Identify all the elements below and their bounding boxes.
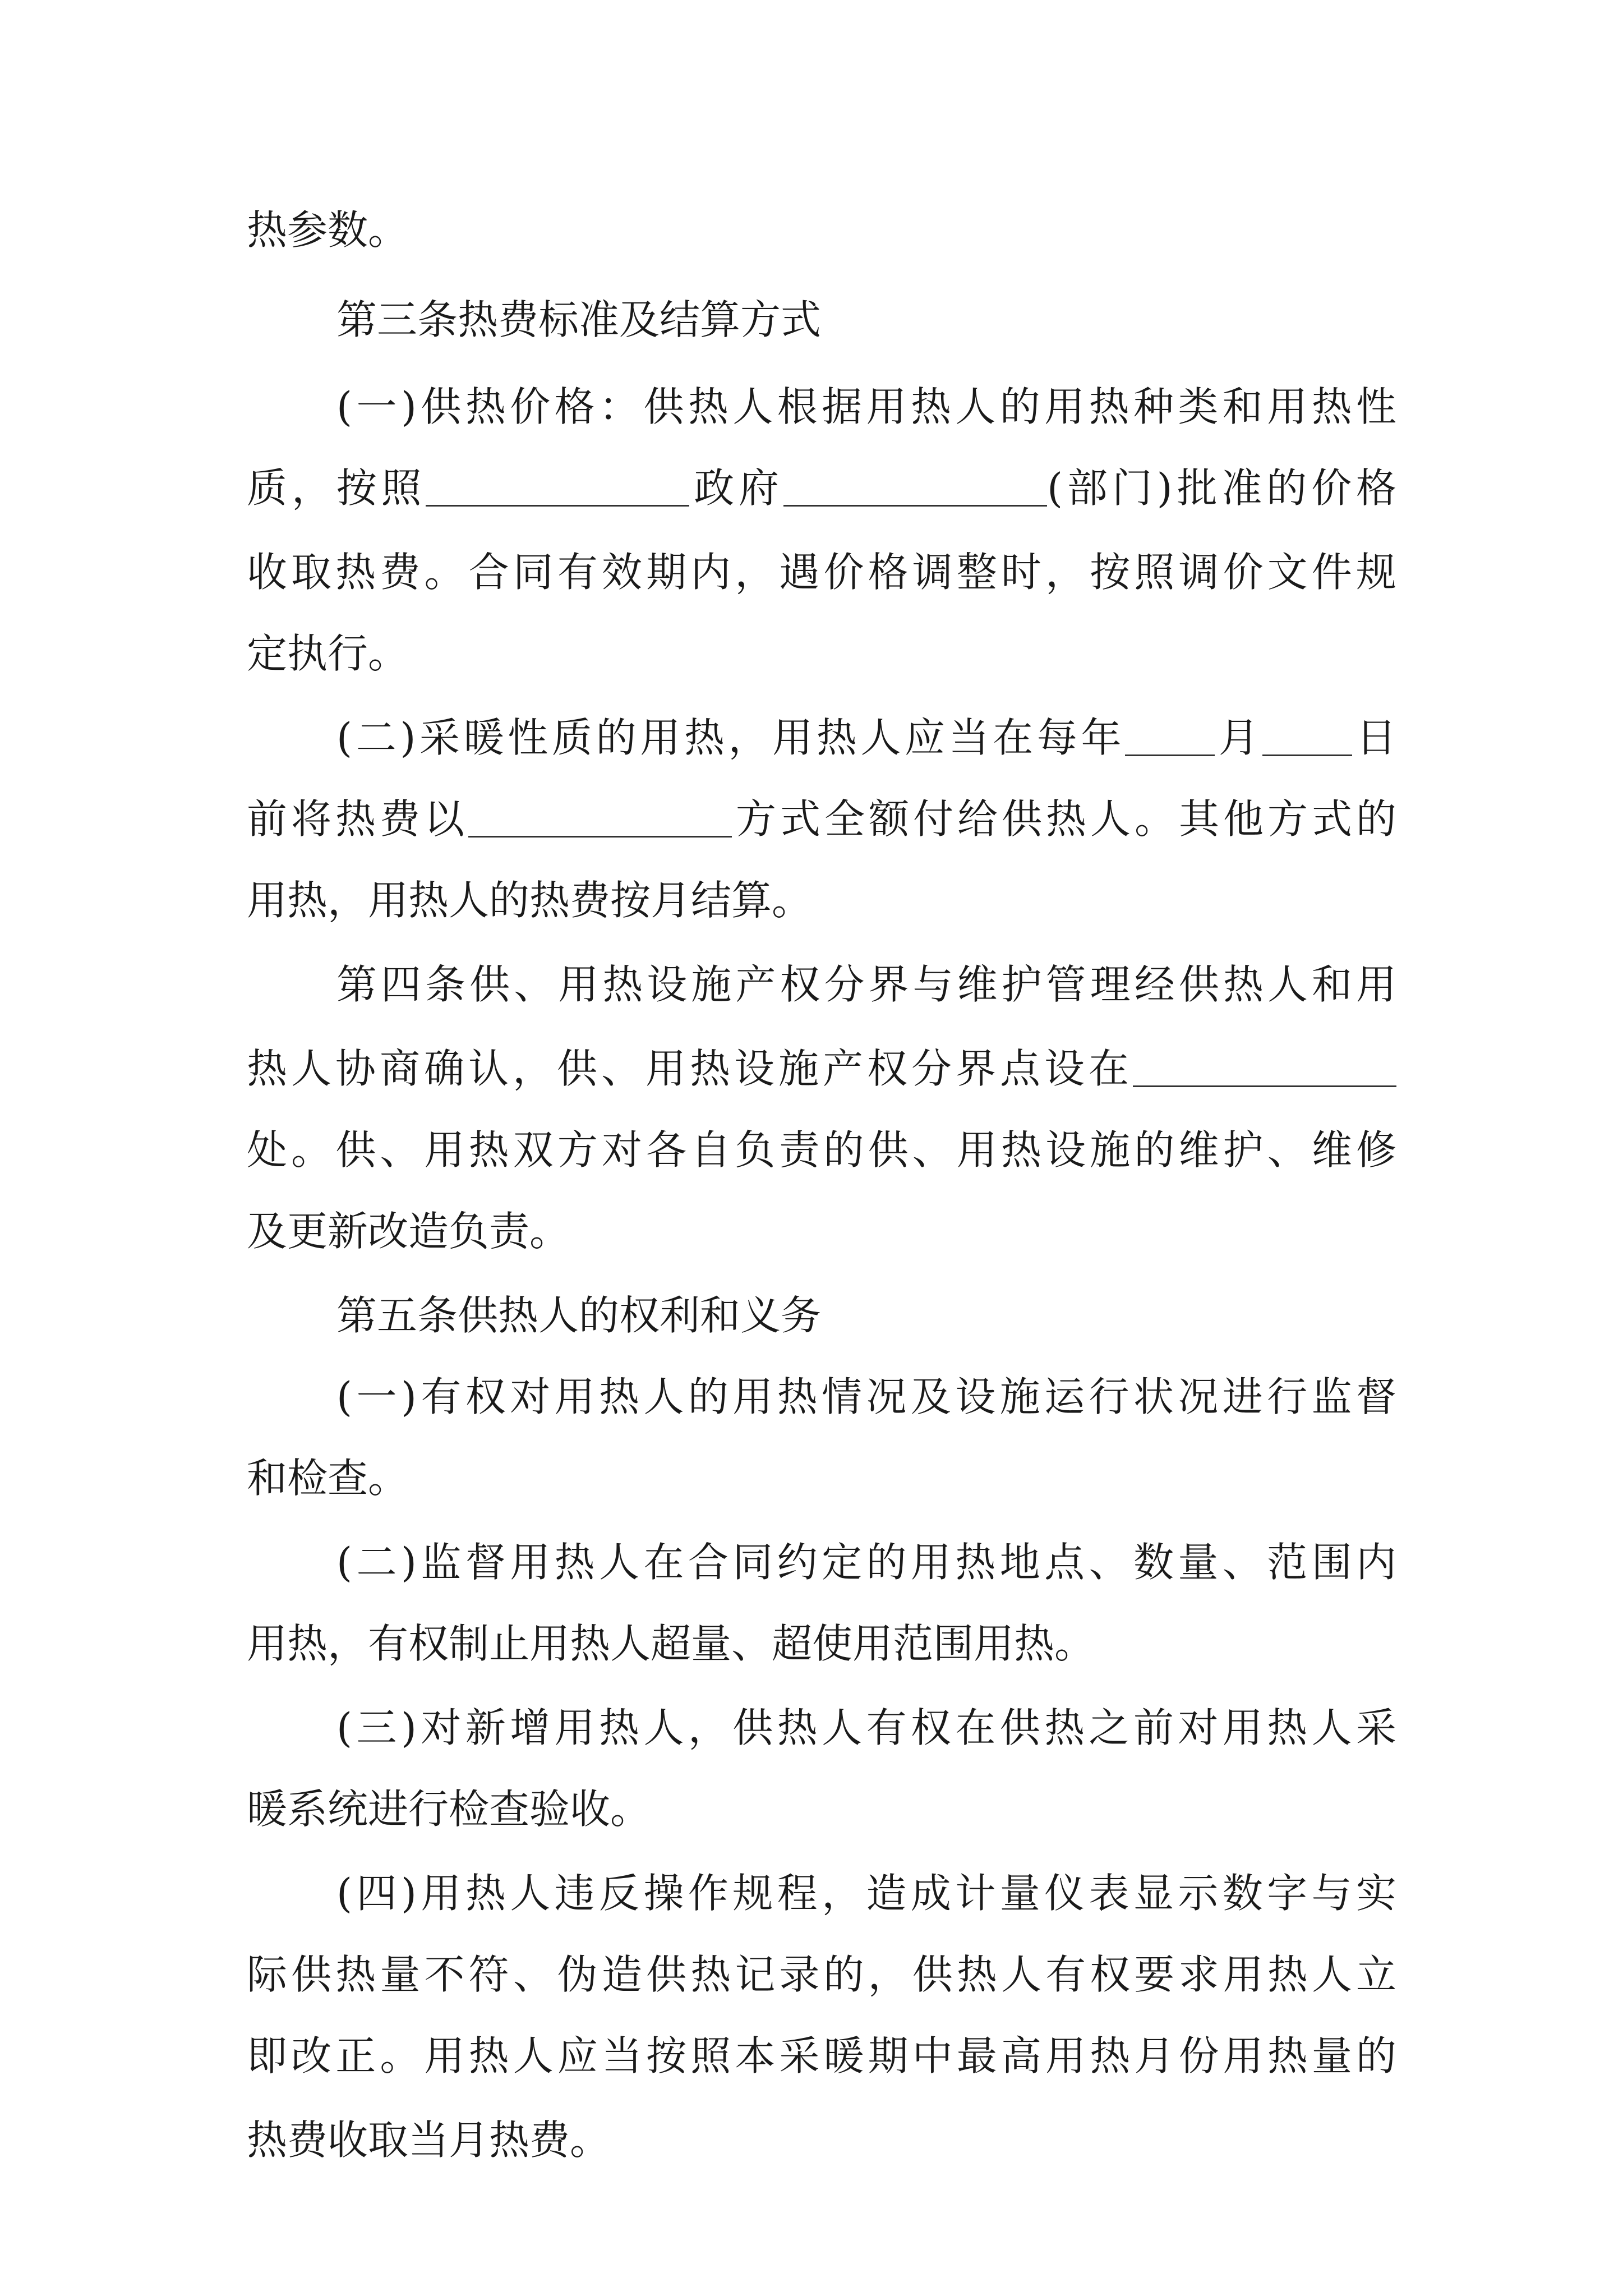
text-line	[247, 1032, 1396, 1105]
text-line	[336, 1691, 1396, 1764]
line-text: 即改正。用热人应当按照本采暖期中最高用热月份用热量的	[247, 2032, 1396, 2079]
text-line	[247, 1114, 1396, 1186]
text-line	[247, 2019, 1396, 2092]
fill-blank-department	[783, 466, 1047, 507]
text-line	[247, 2104, 1396, 2177]
text-line	[247, 1195, 1396, 1268]
text-line	[247, 617, 1396, 690]
text-line	[247, 1938, 1396, 2011]
line-text: 热费收取当月热费。	[247, 2116, 611, 2164]
line-text: 第四条供、用热设施产权分界与维护管理经供热人和用	[336, 961, 1396, 1008]
text-line	[336, 1857, 1396, 1930]
line-text: (二)监督用热人在合同约定的用热地点、数量、范围内	[336, 1539, 1396, 1586]
fill-blank-month	[1125, 715, 1215, 756]
line-text: (一)有权对用热人的用热情况及设施运行状况进行监督	[336, 1373, 1396, 1420]
line-text: 用热，有权制止用热人超量、超使用范围用热。	[247, 1620, 1095, 1667]
text-line	[247, 864, 1396, 937]
line-text: 日	[1352, 714, 1396, 761]
text-line	[247, 783, 1396, 855]
line-text: 及更新改造负责。	[247, 1208, 570, 1255]
line-text: 政府	[689, 464, 783, 512]
line-text: 第五条供热人的权利和义务	[336, 1292, 822, 1339]
text-line	[247, 1607, 1396, 1680]
line-text: (三)对新增用热人，供热人有权在供热之前对用热人采	[336, 1704, 1396, 1751]
text-line	[336, 701, 1396, 774]
line-text: 处。供、用热双方对各自负责的供、用热设施的维护、维修	[247, 1126, 1396, 1174]
text-line	[247, 452, 1396, 524]
line-text: 热人协商确认，供、用热设施产权分界点设在	[247, 1045, 1133, 1092]
line-text: 月	[1215, 714, 1263, 761]
line-text: 用热，用热人的热费按月结算。	[247, 877, 813, 924]
text-line	[336, 1526, 1396, 1599]
fill-blank-day	[1262, 715, 1352, 756]
fill-blank-payment-method	[468, 797, 732, 838]
text-line	[336, 370, 1396, 443]
fill-blank-boundary-point	[1133, 1046, 1396, 1087]
line-text: (四)用热人违反操作规程，造成计量仪表显示数字与实	[336, 1870, 1396, 1917]
line-text: (二)采暖性质的用热，用热人应当在每年	[336, 714, 1126, 761]
line-text: 方式全额付给供热人。其他方式的	[732, 795, 1396, 843]
line-text: 前将热费以	[247, 795, 468, 843]
fill-blank-government	[426, 466, 689, 507]
line-text: 暖系统进行检查验收。	[247, 1786, 651, 1833]
text-line	[247, 536, 1396, 609]
line-text: 收取热费。合同有效期内，遇价格调整时，按照调价文件规	[247, 549, 1396, 596]
line-text: 热参数。	[247, 206, 409, 254]
line-text: 质，按照	[247, 464, 426, 512]
line-text: 和检查。	[247, 1455, 409, 1502]
section-heading-article-3	[336, 283, 1396, 356]
section-heading-article-5	[336, 1279, 1396, 1352]
line-text: 定执行。	[247, 630, 409, 677]
line-text: (一)供热价格：供热人根据用热人的用热种类和用热性	[336, 383, 1396, 430]
section-heading-article-4	[336, 948, 1396, 1021]
text-line	[247, 1442, 1396, 1515]
text-line	[247, 194, 1396, 266]
line-text: 际供热量不符、伪造供热记录的，供热人有权要求用热人立	[247, 1951, 1396, 1998]
line-text: (部门)批准的价格	[1046, 464, 1396, 512]
text-line	[247, 1773, 1396, 1846]
text-line	[336, 1360, 1396, 1433]
line-text: 第三条热费标准及结算方式	[336, 296, 822, 343]
